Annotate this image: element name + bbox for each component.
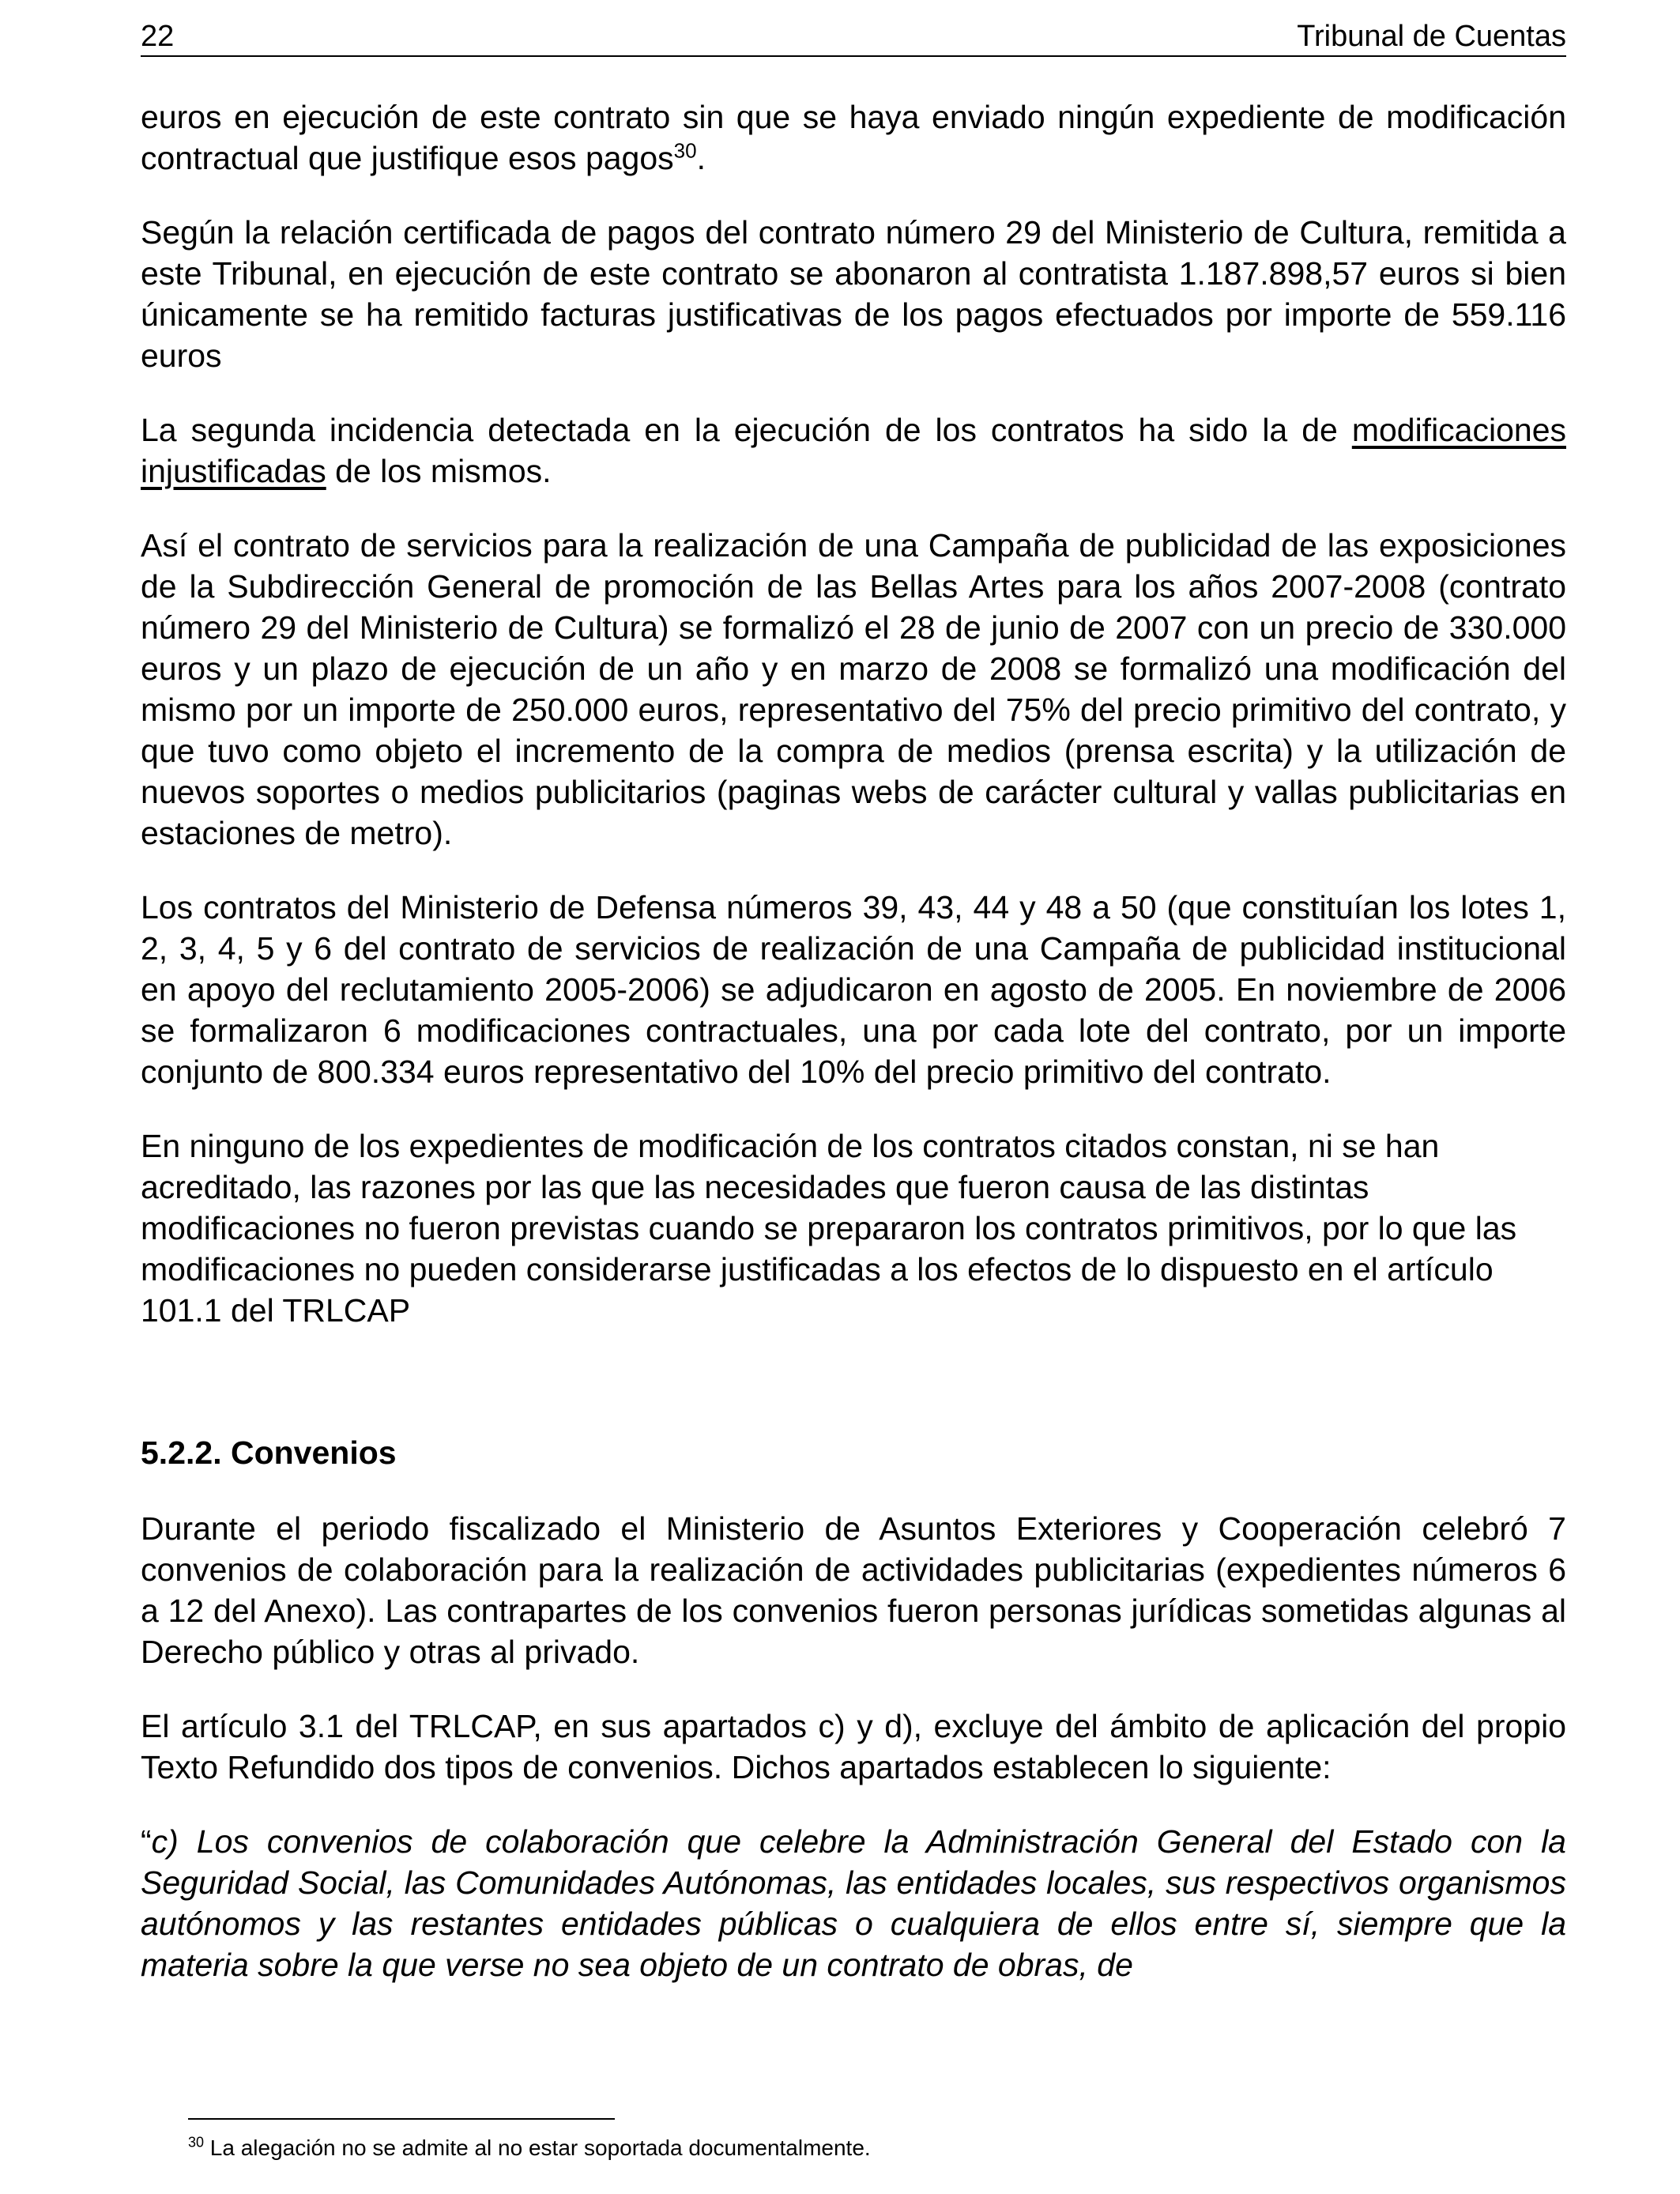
section-spacer [141, 1364, 1566, 1432]
footnote-number: 30 [188, 2134, 205, 2151]
paragraph-end: de los mismos. [326, 453, 552, 489]
footnote-separator [188, 2118, 615, 2120]
main-content [141, 96, 1566, 1985]
running-title: Tribunal de Cuentas [1297, 20, 1566, 53]
footnote [188, 2134, 871, 2162]
footnote-text: La alegación no se admite al no estar soportada documentalmente. [204, 2136, 871, 2160]
paragraph-text: euros en ejecución de este contrato sin que se haya enviado ningún expediente de modificación contractual que justifique esos pagos [141, 99, 1566, 176]
footnote-reference: 30 [673, 138, 697, 163]
quote-text: c) Los convenios de colaboración que celebre la Administración General del Estado con la Seguridad Social, las Comunidades Autónomas, las entidades locales, sus respectivos organismos autónomos y las restantes entidades públicas o cualquiera de ellos entre sí, siempre que la materia sobre la que verse no sea objeto de un contrato de obras, de [141, 1823, 1566, 1983]
paragraph-culture-contract: Así el contrato de servicios para la realización de una Campaña de publicidad de las exposiciones de la Subdirección General de promoción de las Bellas Artes para los años 2007-2008 (contrato número 29 del Ministerio de Cultura) se formalizó el 28 de junio de 2007 con un precio de 330.000 euros y un plazo de ejecución de un año y en marzo de 2008 se formalizó una modificación del mismo por un importe de 250.000 euros, representativo del 75% del precio primitivo del contrato, y que tuvo como objeto el incremento de la compra de medios (prensa escrita) y la utilización de nuevos soportes o medios publicitarios (paginas webs de carácter cultural y vallas publicitarias en estaciones de metro). [141, 527, 1566, 851]
quoted-legal-text [141, 1821, 1566, 1985]
paragraph-agreements-period: Durante el periodo fiscalizado el Ministerio de Asuntos Exteriores y Cooperación celebró 7 convenios de colaboración para la realización de actividades publicitarias (expedientes números 6 a 12 del Anexo). Las contrapartes de los convenios fueron personas jurídicas sometidas algunas al Derecho público y otras al privado. [141, 1510, 1566, 1670]
page-number: 22 [141, 20, 175, 53]
paragraph-article-3-1: El artículo 3.1 del TRLCAP, en sus apartados c) y d), excluye del ámbito de aplicación del propio Texto Refundido dos tipos de convenios. Dichos apartados establecen lo siguiente: [141, 1708, 1566, 1785]
paragraph-payments-without-modification [141, 96, 1566, 179]
section-heading: 5.2.2. Convenios [141, 1434, 397, 1471]
paragraph-second-incident [141, 409, 1566, 492]
paragraph-no-justification: En ninguno de los expedientes de modificación de los contratos citados constan, ni se han acreditado, las razones por las que las necesidades que fueron causa de las distintas modificaciones no fueron previstas cuando se prepararon los contratos primitivos, por lo que las modificaciones no pueden considerarse justificadas a los efectos de lo dispuesto en el artículo 101.1 del TRLCAP [141, 1128, 1517, 1329]
page-header [141, 17, 1566, 57]
opening-quote-mark: “ [141, 1823, 152, 1860]
paragraph-text: La segunda incidencia detectada en la ejecución de los contratos ha sido la de [141, 412, 1352, 448]
paragraph-certified-payments: Según la relación certificada de pagos del contrato número 29 del Ministerio de Cultura, remitida a este Tribunal, en ejecución de este contrato se abonaron al contratista 1.187.898,57 euros si bien únicamente se ha remitido facturas justificativas de los pagos efectuados por importe de 559.116 euros [141, 214, 1566, 374]
paragraph-end: . [696, 140, 706, 176]
paragraph-defense-contracts: Los contratos del Ministerio de Defensa números 39, 43, 44 y 48 a 50 (que constituían los lotes 1, 2, 3, 4, 5 y 6 del contrato de servicios de realización de una Campaña de publicidad institucional en apoyo del reclutamiento 2005-2006) se adjudicaron en agosto de 2005. En noviembre de 2006 se formalizaron 6 modificaciones contractuales, una por cada lote del contrato, por un importe conjunto de 800.334 euros representativo del 10% del precio primitivo del contrato. [141, 889, 1566, 1090]
underlined-term: modificaciones injustificadas [141, 412, 1566, 489]
